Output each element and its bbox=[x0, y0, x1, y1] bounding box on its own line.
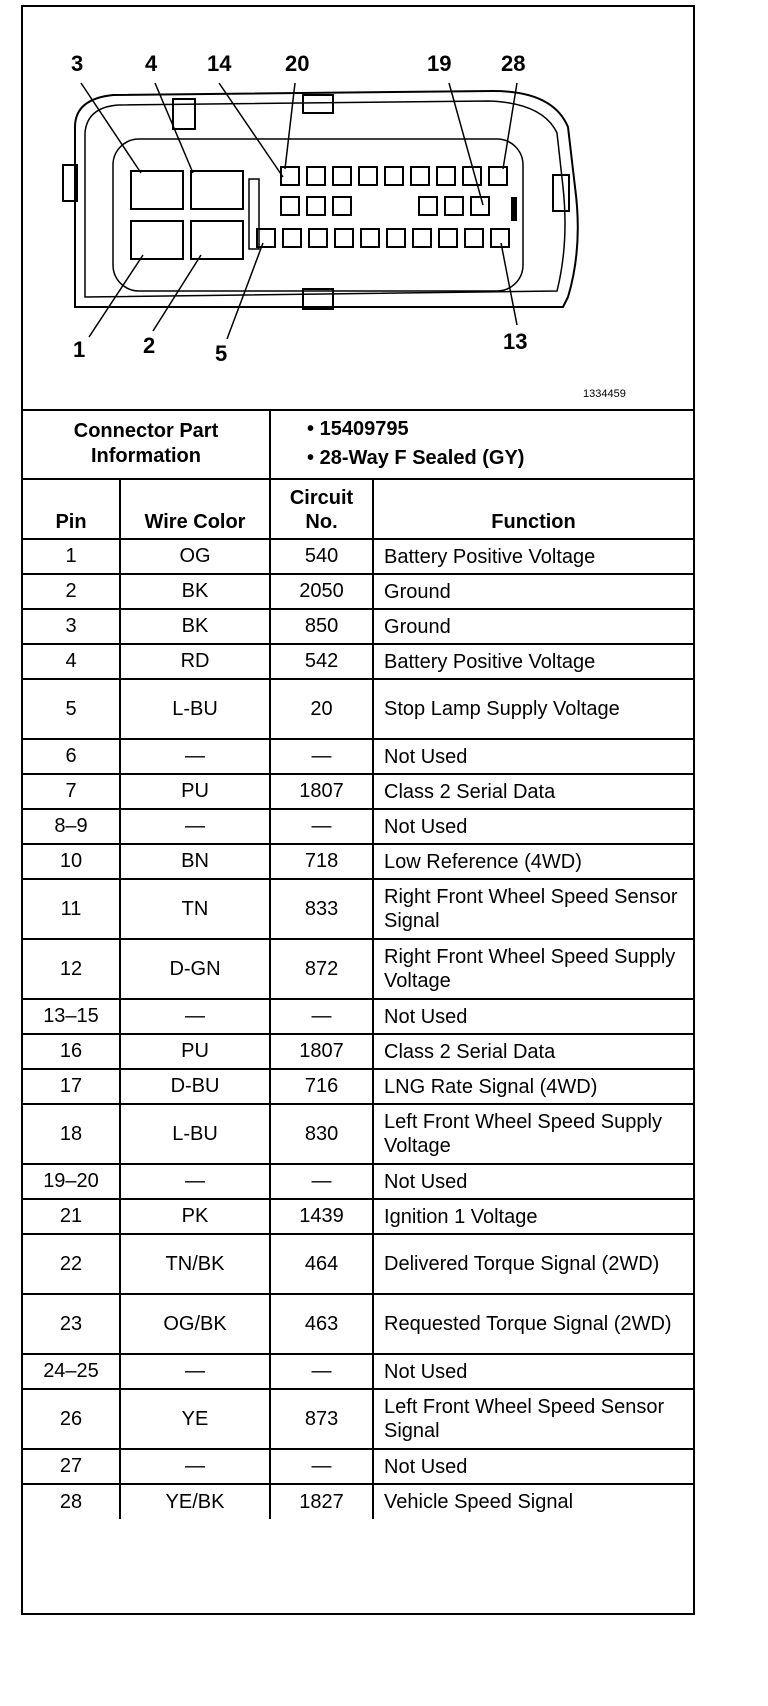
column-header-row bbox=[23, 479, 693, 539]
function-cell: LNG Rate Signal (4WD) bbox=[373, 1069, 693, 1104]
pinout-table-body bbox=[23, 409, 693, 1519]
connector-info-label: Connector Part Information bbox=[23, 409, 270, 479]
function-cell: Battery Positive Voltage bbox=[373, 644, 693, 679]
table-row bbox=[23, 879, 693, 939]
wire-color-cell: TN bbox=[120, 879, 270, 939]
part-number: 15409795 bbox=[319, 417, 409, 440]
pin-cell: 19–20 bbox=[23, 1164, 120, 1199]
table-row bbox=[23, 539, 693, 574]
connector-sheet bbox=[21, 5, 695, 1615]
pin-cell: 21 bbox=[23, 1199, 120, 1234]
table-row bbox=[23, 774, 693, 809]
function-cell: Not Used bbox=[373, 739, 693, 774]
pin-cell: 27 bbox=[23, 1449, 120, 1484]
callout-2: 2 bbox=[143, 333, 156, 358]
small-terminals-row-2 bbox=[281, 197, 489, 215]
pin-cell: 8–9 bbox=[23, 809, 120, 844]
pinout-table bbox=[23, 409, 693, 1519]
wire-color-cell: YE/BK bbox=[120, 1484, 270, 1519]
circuit-cell: 463 bbox=[270, 1294, 373, 1354]
pin-2-cavity bbox=[191, 221, 243, 259]
table-row bbox=[23, 679, 693, 739]
small-terminals-row-3 bbox=[257, 229, 509, 247]
header-pin: Pin bbox=[23, 479, 120, 539]
table-row bbox=[23, 644, 693, 679]
function-cell: Ground bbox=[373, 574, 693, 609]
wire-color-cell: — bbox=[120, 739, 270, 774]
pin-cell: 5 bbox=[23, 679, 120, 739]
wire-color-cell: — bbox=[120, 1449, 270, 1484]
circuit-cell: 872 bbox=[270, 939, 373, 999]
circuit-cell: 716 bbox=[270, 1069, 373, 1104]
callout-13: 13 bbox=[503, 329, 528, 354]
wire-color-cell: D-GN bbox=[120, 939, 270, 999]
wire-color-cell: OG/BK bbox=[120, 1294, 270, 1354]
table-row bbox=[23, 1234, 693, 1294]
table-row bbox=[23, 1199, 693, 1234]
function-cell: Not Used bbox=[373, 1164, 693, 1199]
callout-1: 1 bbox=[73, 337, 86, 362]
function-cell: Not Used bbox=[373, 809, 693, 844]
wire-color-cell: — bbox=[120, 809, 270, 844]
function-cell: Not Used bbox=[373, 999, 693, 1034]
pin-cell: 12 bbox=[23, 939, 120, 999]
polarizing-key bbox=[511, 197, 517, 221]
function-cell: Right Front Wheel Speed Sensor Signal bbox=[373, 879, 693, 939]
header-wire-color: Wire Color bbox=[120, 479, 270, 539]
circuit-cell: 830 bbox=[270, 1104, 373, 1164]
connector-description: 28-Way F Sealed (GY) bbox=[319, 446, 525, 469]
table-row bbox=[23, 1069, 693, 1104]
table-row bbox=[23, 609, 693, 644]
wire-color-cell: L-BU bbox=[120, 679, 270, 739]
wire-color-cell: OG bbox=[120, 539, 270, 574]
function-cell: Left Front Wheel Speed Sensor Signal bbox=[373, 1389, 693, 1449]
circuit-cell: — bbox=[270, 1164, 373, 1199]
pin-cell: 11 bbox=[23, 879, 120, 939]
wire-color-cell: PU bbox=[120, 1034, 270, 1069]
pin-cell: 10 bbox=[23, 844, 120, 879]
pin-4-cavity bbox=[191, 171, 243, 209]
wire-color-cell: — bbox=[120, 1164, 270, 1199]
callout-20: 20 bbox=[285, 51, 310, 76]
wire-color-cell: YE bbox=[120, 1389, 270, 1449]
pin-cell: 13–15 bbox=[23, 999, 120, 1034]
latch-tab-top bbox=[303, 95, 333, 113]
side-rib-right bbox=[553, 175, 569, 211]
table-row bbox=[23, 1449, 693, 1484]
table-row bbox=[23, 809, 693, 844]
pin-cell: 2 bbox=[23, 574, 120, 609]
callout-19: 19 bbox=[427, 51, 452, 76]
wire-color-cell: BK bbox=[120, 574, 270, 609]
header-circuit-no: Circuit No. bbox=[270, 479, 373, 539]
connector-face-drawing bbox=[23, 7, 693, 407]
pin-cell: 24–25 bbox=[23, 1354, 120, 1389]
table-row bbox=[23, 1164, 693, 1199]
table-row bbox=[23, 1389, 693, 1449]
circuit-cell: — bbox=[270, 999, 373, 1034]
callout-14: 14 bbox=[207, 51, 232, 76]
function-cell: Battery Positive Voltage bbox=[373, 539, 693, 574]
callout-5: 5 bbox=[215, 341, 228, 366]
wire-color-cell: RD bbox=[120, 644, 270, 679]
pin-3-cavity bbox=[131, 171, 183, 209]
figure-id: 1334459 bbox=[583, 388, 626, 400]
circuit-cell: 2050 bbox=[270, 574, 373, 609]
connector-diagram bbox=[23, 7, 693, 411]
function-cell: Low Reference (4WD) bbox=[373, 844, 693, 879]
wire-color-cell: — bbox=[120, 1354, 270, 1389]
pin-cell: 7 bbox=[23, 774, 120, 809]
function-cell: Ignition 1 Voltage bbox=[373, 1199, 693, 1234]
circuit-cell: 1439 bbox=[270, 1199, 373, 1234]
table-row bbox=[23, 739, 693, 774]
housing-outline bbox=[75, 91, 578, 307]
circuit-cell: — bbox=[270, 1449, 373, 1484]
header-function: Function bbox=[373, 479, 693, 539]
function-cell: Right Front Wheel Speed Supply Voltage bbox=[373, 939, 693, 999]
wire-color-cell: PU bbox=[120, 774, 270, 809]
wire-color-cell: PK bbox=[120, 1199, 270, 1234]
circuit-cell: 833 bbox=[270, 879, 373, 939]
function-cell: Requested Torque Signal (2WD) bbox=[373, 1294, 693, 1354]
pin-cell: 22 bbox=[23, 1234, 120, 1294]
pin-cell: 18 bbox=[23, 1104, 120, 1164]
circuit-cell: 1807 bbox=[270, 774, 373, 809]
table-row bbox=[23, 574, 693, 609]
function-cell: Class 2 Serial Data bbox=[373, 1034, 693, 1069]
pin-cell: 17 bbox=[23, 1069, 120, 1104]
connector-info-values: • 15409795 • 28-Way F Sealed (GY) bbox=[270, 409, 693, 479]
circuit-cell: — bbox=[270, 739, 373, 774]
function-cell: Ground bbox=[373, 609, 693, 644]
pin-cell: 26 bbox=[23, 1389, 120, 1449]
pin-cell: 3 bbox=[23, 609, 120, 644]
circuit-cell: — bbox=[270, 809, 373, 844]
callout-28: 28 bbox=[501, 51, 526, 76]
function-cell: Delivered Torque Signal (2WD) bbox=[373, 1234, 693, 1294]
wire-color-cell: — bbox=[120, 999, 270, 1034]
wire-color-cell: TN/BK bbox=[120, 1234, 270, 1294]
pin-cell: 23 bbox=[23, 1294, 120, 1354]
circuit-cell: — bbox=[270, 1354, 373, 1389]
function-cell: Stop Lamp Supply Voltage bbox=[373, 679, 693, 739]
pin-cell: 1 bbox=[23, 539, 120, 574]
pin-cell: 28 bbox=[23, 1484, 120, 1519]
function-cell: Not Used bbox=[373, 1354, 693, 1389]
circuit-cell: 718 bbox=[270, 844, 373, 879]
table-row bbox=[23, 939, 693, 999]
circuit-cell: 1807 bbox=[270, 1034, 373, 1069]
table-row bbox=[23, 1034, 693, 1069]
circuit-cell: 540 bbox=[270, 539, 373, 574]
table-row bbox=[23, 999, 693, 1034]
function-cell: Class 2 Serial Data bbox=[373, 774, 693, 809]
function-cell: Not Used bbox=[373, 1449, 693, 1484]
connector-info-row bbox=[23, 409, 693, 479]
wire-color-cell: L-BU bbox=[120, 1104, 270, 1164]
pin-cell: 16 bbox=[23, 1034, 120, 1069]
pin-cell: 6 bbox=[23, 739, 120, 774]
table-row bbox=[23, 844, 693, 879]
wire-color-cell: D-BU bbox=[120, 1069, 270, 1104]
callout-4: 4 bbox=[145, 51, 158, 76]
circuit-cell: 20 bbox=[270, 679, 373, 739]
wire-color-cell: BK bbox=[120, 609, 270, 644]
table-row bbox=[23, 1354, 693, 1389]
circuit-cell: 464 bbox=[270, 1234, 373, 1294]
table-row bbox=[23, 1294, 693, 1354]
pin-cell: 4 bbox=[23, 644, 120, 679]
circuit-cell: 850 bbox=[270, 609, 373, 644]
wire-color-cell: BN bbox=[120, 844, 270, 879]
pin-1-cavity bbox=[131, 221, 183, 259]
function-cell: Vehicle Speed Signal bbox=[373, 1484, 693, 1519]
circuit-cell: 873 bbox=[270, 1389, 373, 1449]
table-row bbox=[23, 1484, 693, 1519]
function-cell: Left Front Wheel Speed Supply Voltage bbox=[373, 1104, 693, 1164]
table-row bbox=[23, 1104, 693, 1164]
callout-3: 3 bbox=[71, 51, 84, 76]
circuit-cell: 542 bbox=[270, 644, 373, 679]
circuit-cell: 1827 bbox=[270, 1484, 373, 1519]
